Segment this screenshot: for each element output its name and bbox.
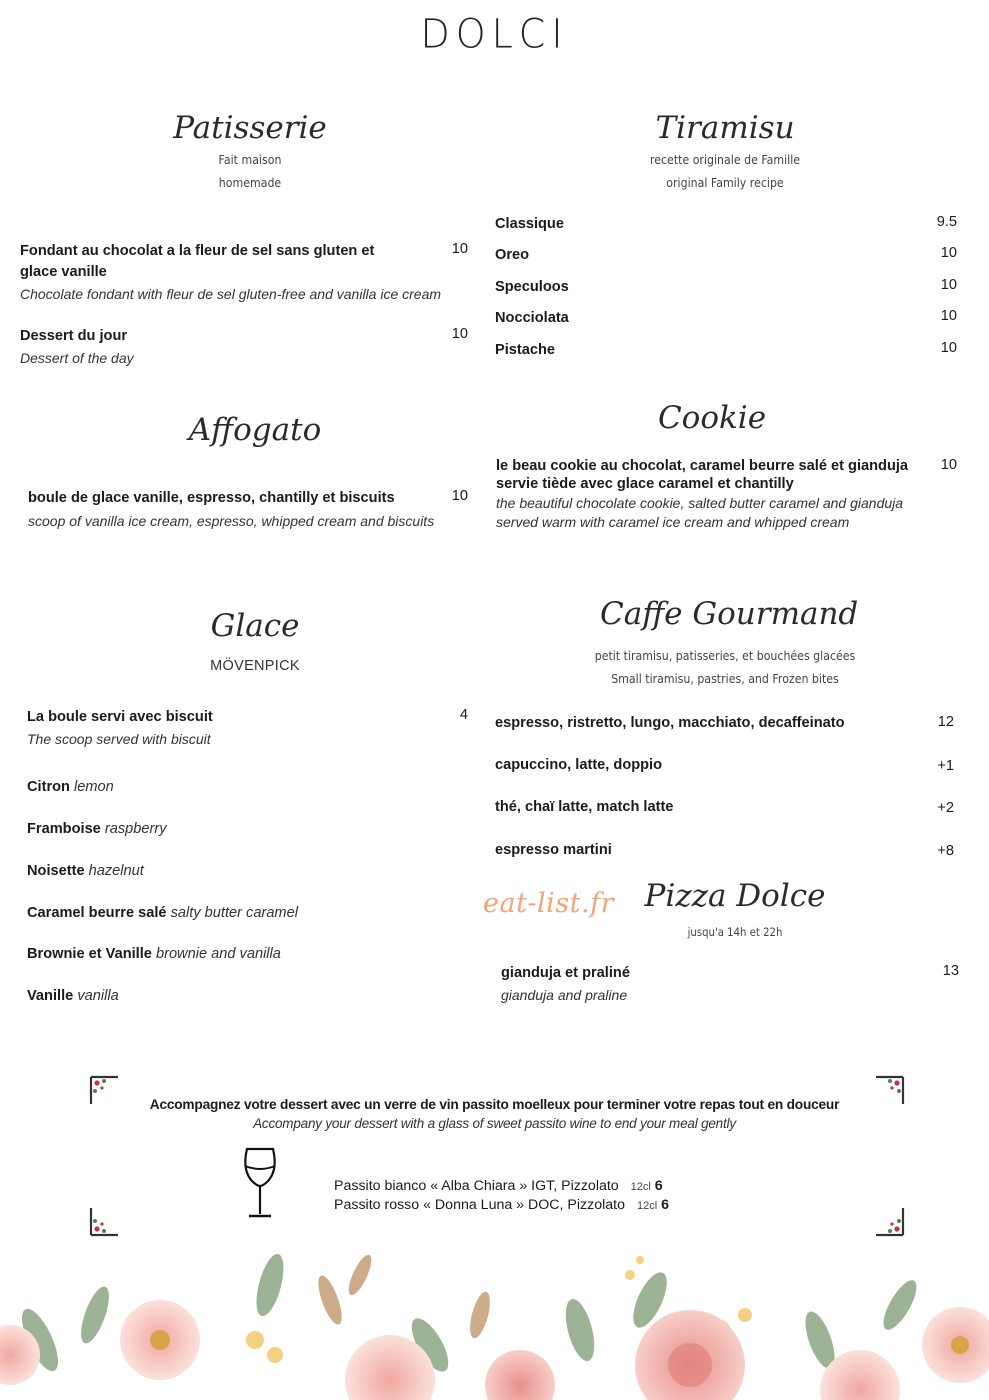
flavor-item xyxy=(27,986,447,1007)
wine-item xyxy=(334,1178,714,1194)
wine-item xyxy=(334,1197,714,1213)
menu-item-price: +2 xyxy=(937,800,954,816)
menu-item-price: 10 xyxy=(451,241,468,257)
flavor-name: Framboise xyxy=(27,821,101,837)
menu-item-desc: scoop of vanilla ice cream, espresso, whipped cream and biscuits xyxy=(28,513,435,529)
section-heading-cookie: Cookie xyxy=(657,400,767,436)
menu-item-price: 10 xyxy=(940,340,957,356)
menu-item-price: 9.5 xyxy=(936,214,957,230)
wine-item-price: 6 xyxy=(661,1197,669,1213)
caffe-sub-en: Small tiramisu, pastries, and Frozen bites xyxy=(611,671,839,686)
menu-item-desc: Chocolate fondant with fleur de sel gluten-free and vanilla ice cream xyxy=(20,286,442,302)
flavor-item xyxy=(27,777,447,798)
menu-item-name: capuccino, latte, doppio xyxy=(495,757,663,773)
flavor-item xyxy=(27,861,447,882)
menu-item-name: boule de glace vanille, espresso, chantilly et biscuits xyxy=(28,490,395,506)
menu-item-price: 10 xyxy=(451,488,468,504)
floral-corner-icon xyxy=(872,1204,906,1238)
menu-item-name: le beau cookie au chocolat, caramel beurre salé et gianduja servie tiède avec glace caramel et chantilly xyxy=(496,458,909,492)
patisserie-sub-en: homemade xyxy=(218,175,282,190)
section-heading-pizza-dolce: Pizza Dolce xyxy=(644,878,826,914)
floral-corner-icon xyxy=(88,1204,122,1238)
flavor-en: raspberry xyxy=(104,821,167,837)
pizza-sub: jusqu'a 14h et 22h xyxy=(687,925,783,939)
flavor-en: brownie and vanilla xyxy=(155,946,281,962)
section-heading-caffe-gourmand: Caffe Gourmand xyxy=(600,596,859,632)
section-heading-glace: Glace xyxy=(210,608,300,644)
section-heading-tiramisu: Tiramisu xyxy=(655,110,795,146)
menu-item-desc: gianduja and praline xyxy=(501,987,628,1003)
menu-item-name: Nocciolata xyxy=(495,310,569,326)
flavor-name: Caramel beurre salé xyxy=(27,905,167,921)
patisserie-sub-fr: Fait maison xyxy=(218,152,282,167)
wine-item-name: Passito bianco « Alba Chiara » IGT, Pizzolato xyxy=(334,1178,619,1194)
menu-item-name: La boule servi avec biscuit xyxy=(27,709,213,725)
watermark-text: eat-list.fr xyxy=(483,888,615,919)
tiramisu-sub-en: original Family recipe xyxy=(666,175,784,190)
flavor-name: Citron xyxy=(27,779,70,795)
flavor-name: Brownie et Vanille xyxy=(27,946,152,962)
flavor-en: vanilla xyxy=(77,988,119,1004)
menu-item-desc: Dessert of the day xyxy=(20,350,134,366)
wine-subtitle: Accompany your dessert with a glass of sweet passito wine to end your meal gently xyxy=(253,1116,736,1131)
menu-item-name: Oreo xyxy=(495,247,530,263)
menu-item-price: +1 xyxy=(937,758,954,774)
menu-item-name: espresso, ristretto, lungo, macchiato, decaffeinato xyxy=(495,715,845,731)
menu-item-price: 10 xyxy=(940,457,957,473)
menu-item-name: thé, chaï latte, match latte xyxy=(495,799,674,815)
menu-item-name: Pistache xyxy=(495,342,556,358)
menu-item-price: 10 xyxy=(940,245,957,261)
flavor-item xyxy=(27,903,447,924)
floral-border-icon xyxy=(0,1245,989,1400)
menu-item-name: Speculoos xyxy=(495,279,569,295)
wine-item-price: 6 xyxy=(654,1178,663,1194)
page-title: DOLCI xyxy=(420,10,569,58)
menu-item-name: Fondant au chocolat a la fleur de sel sans gluten et glace vanille xyxy=(20,243,375,280)
menu-item-name: espresso martini xyxy=(495,842,612,858)
menu-item-price: 10 xyxy=(940,308,957,324)
wine-item-size: 12cl xyxy=(636,1200,658,1212)
tiramisu-sub-fr: recette originale de Famille xyxy=(649,152,801,167)
section-heading-affogato: Affogato xyxy=(188,412,322,448)
flavor-en: lemon xyxy=(74,779,114,795)
menu-item-name: Dessert du jour xyxy=(20,328,128,344)
menu-item-price: 4 xyxy=(459,707,468,723)
flavor-name: Noisette xyxy=(27,863,85,879)
flavor-en: hazelnut xyxy=(88,863,144,879)
wine-item-size: 12cl xyxy=(630,1181,651,1193)
menu-item-desc: The scoop served with biscuit xyxy=(27,731,211,747)
flavor-name: Vanille xyxy=(27,988,74,1004)
flavor-item xyxy=(27,944,447,965)
menu-item-price: 13 xyxy=(942,963,959,979)
menu-item-name: gianduja et praliné xyxy=(501,965,630,981)
flavor-item xyxy=(27,819,447,840)
menu-item-price: 10 xyxy=(451,326,468,342)
menu-item-price: +8 xyxy=(937,843,954,859)
caffe-sub-fr: petit tiramisu, patisseries, et bouchées glacées xyxy=(594,648,856,663)
flavor-en: salty butter caramel xyxy=(170,905,298,921)
section-heading-patisserie: Patisserie xyxy=(173,110,327,146)
wine-glass-icon xyxy=(240,1146,280,1221)
wine-item-name: Passito rosso « Donna Luna » DOC, Pizzolato xyxy=(334,1197,625,1213)
menu-item-desc: the beautiful chocolate cookie, salted butter caramel and gianduja served warm with caramel ice cream and whipped cream xyxy=(496,495,904,530)
menu-item-price: 12 xyxy=(937,714,954,730)
menu-item-name: Classique xyxy=(495,216,564,232)
glace-brand: MÖVENPICK xyxy=(210,658,300,674)
menu-item-price: 10 xyxy=(940,277,957,293)
wine-title: Accompagnez votre dessert avec un verre de vin passito moelleux pour terminer votre repas tout en douceur xyxy=(149,1097,840,1112)
